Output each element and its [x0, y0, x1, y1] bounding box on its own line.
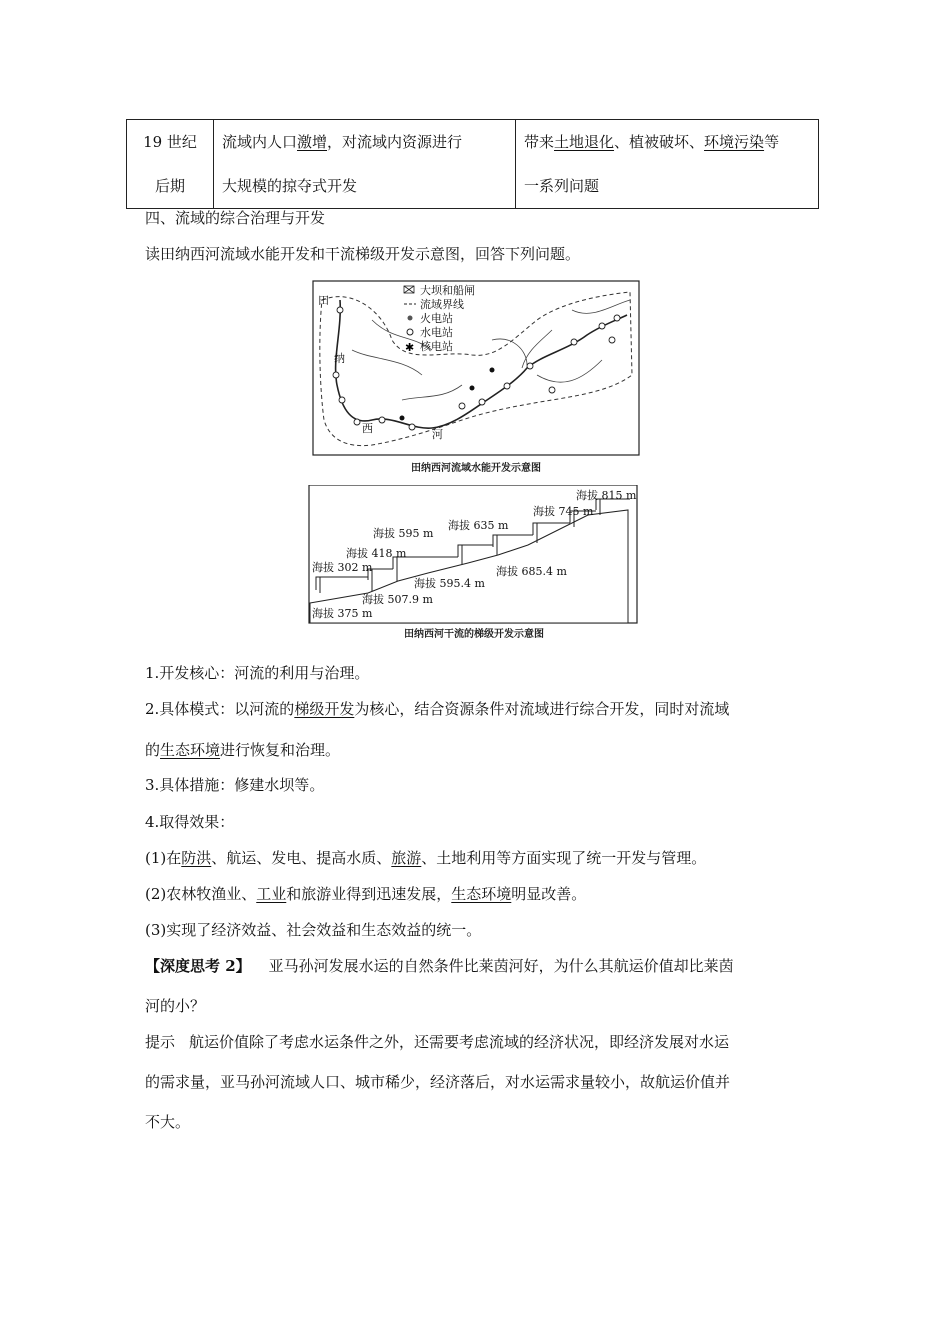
label-he: 河 — [432, 428, 443, 441]
thermal-icon — [408, 316, 413, 321]
think-q1: 亚马孙河发展水运的自然条件比莱茵河好，为什么其航运价值却比莱茵 — [268, 957, 734, 975]
profile-label-595-4: 海拔 595.4 m — [414, 577, 485, 590]
point-2-underlined: 梯级开发 — [294, 700, 355, 718]
point-3: 3.具体措施：修建水坝等。 — [145, 776, 325, 794]
effect-1-u1: 防洪 — [181, 849, 212, 867]
think-question-line2: 河的小？ — [145, 997, 206, 1015]
hint-tag: 提示 — [145, 1033, 176, 1051]
basin-map-figure — [312, 280, 640, 478]
point-2c-underlined: 生态环境 — [160, 741, 221, 759]
point-1: 1.开发核心：河流的利用与治理。 — [145, 664, 370, 682]
effect-1-c: 、土地利用等方面实现了统一开发与管理。 — [421, 849, 707, 867]
profile-label-418: 海拔 418 m — [346, 547, 407, 560]
table-row — [127, 120, 819, 209]
effect-1-a: (1)在 — [145, 849, 182, 867]
point-2-text-b: 为核心，结合资源条件对流域进行综合开发，同时对流域 — [354, 700, 730, 718]
point-2-text-a: 2.具体模式：以河流的 — [145, 700, 295, 718]
effect-text-c: 等 — [764, 133, 780, 151]
activity-underlined: 激增 — [297, 133, 328, 151]
hint-line2: 的需求量，亚马孙河流域人口、城市稀少，经济落后，对水运需求量较小，故航运价值并 — [145, 1073, 731, 1091]
history-table — [126, 119, 819, 209]
effect-cell — [516, 120, 819, 209]
effect-1 — [145, 847, 706, 868]
effect-underlined-2: 环境污染 — [704, 133, 765, 151]
profile-label-507: 海拔 507.9 m — [362, 593, 433, 606]
hint-a1: 航运价值除了考虑水运条件之外，还需要考虑流域的经济状况，即经济发展对水运 — [189, 1033, 730, 1051]
effect-1-u2: 旅游 — [391, 849, 422, 867]
point-2c-text-a: 的 — [145, 741, 161, 759]
activity-text-a: 流域内人口 — [222, 133, 298, 151]
activity-line2: 大规模的掠夺式开发 — [222, 177, 358, 195]
cascade-profile-figure — [308, 485, 640, 643]
effect-underlined-1: 土地退化 — [554, 133, 615, 151]
effect-1-b: 、航运、发电、提高水质、 — [211, 849, 392, 867]
profile-label-635: 海拔 635 m — [448, 519, 509, 532]
effect-line2: 一系列问题 — [524, 177, 600, 195]
period-line2: 后期 — [154, 177, 185, 195]
profile-label-685: 海拔 685.4 m — [496, 565, 567, 578]
activity-text-b: ，对流域内资源进行 — [327, 133, 463, 151]
point-2-cont — [145, 739, 340, 760]
profile-label-745: 海拔 745 m — [533, 505, 594, 518]
think-question-line1 — [145, 955, 734, 976]
hint-line3: 不大。 — [145, 1113, 191, 1131]
effect-2-b: 和旅游业得到迅速发展， — [286, 885, 452, 903]
period-line1: 19 世纪 — [143, 133, 197, 151]
effect-text-b: 、植被破坏、 — [614, 133, 705, 151]
point-2c-text-b: 进行恢复和治理。 — [220, 741, 341, 759]
activity-line1 — [222, 120, 507, 164]
legend-hydro: 水电站 — [420, 326, 453, 339]
profile-label-375: 海拔 375 m — [312, 607, 373, 620]
legend-boundary: 流域界线 — [420, 298, 464, 311]
label-na: 纳 — [334, 352, 345, 365]
nuclear-icon: ✱ — [405, 341, 415, 354]
effect-3: (3)实现了经济效益、社会效益和生态效益的统一。 — [145, 921, 482, 939]
label-tian: 田 — [318, 294, 329, 307]
period-cell — [127, 120, 214, 209]
hint-line1 — [145, 1031, 729, 1052]
map-caption: 田纳西河流域水能开发示意图 — [411, 463, 541, 474]
legend-thermal: 火电站 — [420, 312, 453, 325]
effect-2-u1: 工业 — [256, 885, 287, 903]
profile-label-815: 海拔 815 m — [576, 489, 637, 502]
profile-caption: 田纳西河干流的梯级开发示意图 — [404, 629, 544, 640]
activity-cell — [214, 120, 516, 209]
think-tag: 【深度思考 2】 — [145, 957, 251, 975]
profile-label-595: 海拔 595 m — [373, 527, 434, 540]
profile-label-302: 海拔 302 m — [312, 561, 373, 574]
effect-2 — [145, 883, 586, 904]
label-xi: 西 — [362, 422, 373, 435]
legend-nuclear: 核电站 — [420, 340, 453, 353]
effect-text-a: 带来 — [524, 133, 555, 151]
hydro-icon — [407, 329, 413, 335]
legend-dam: 大坝和船闸 — [420, 284, 475, 297]
effect-line1 — [524, 120, 810, 164]
intro-text: 读田纳西河流域水能开发和干流梯级开发示意图，回答下列问题。 — [145, 245, 581, 263]
section-title: 四、流域的综合治理与开发 — [145, 209, 326, 227]
effect-2-u2: 生态环境 — [451, 885, 512, 903]
point-2 — [145, 698, 729, 719]
effect-2-a: (2)农林牧渔业、 — [145, 885, 257, 903]
point-4: 4.取得效果： — [145, 813, 235, 831]
effect-2-c: 明显改善。 — [511, 885, 587, 903]
